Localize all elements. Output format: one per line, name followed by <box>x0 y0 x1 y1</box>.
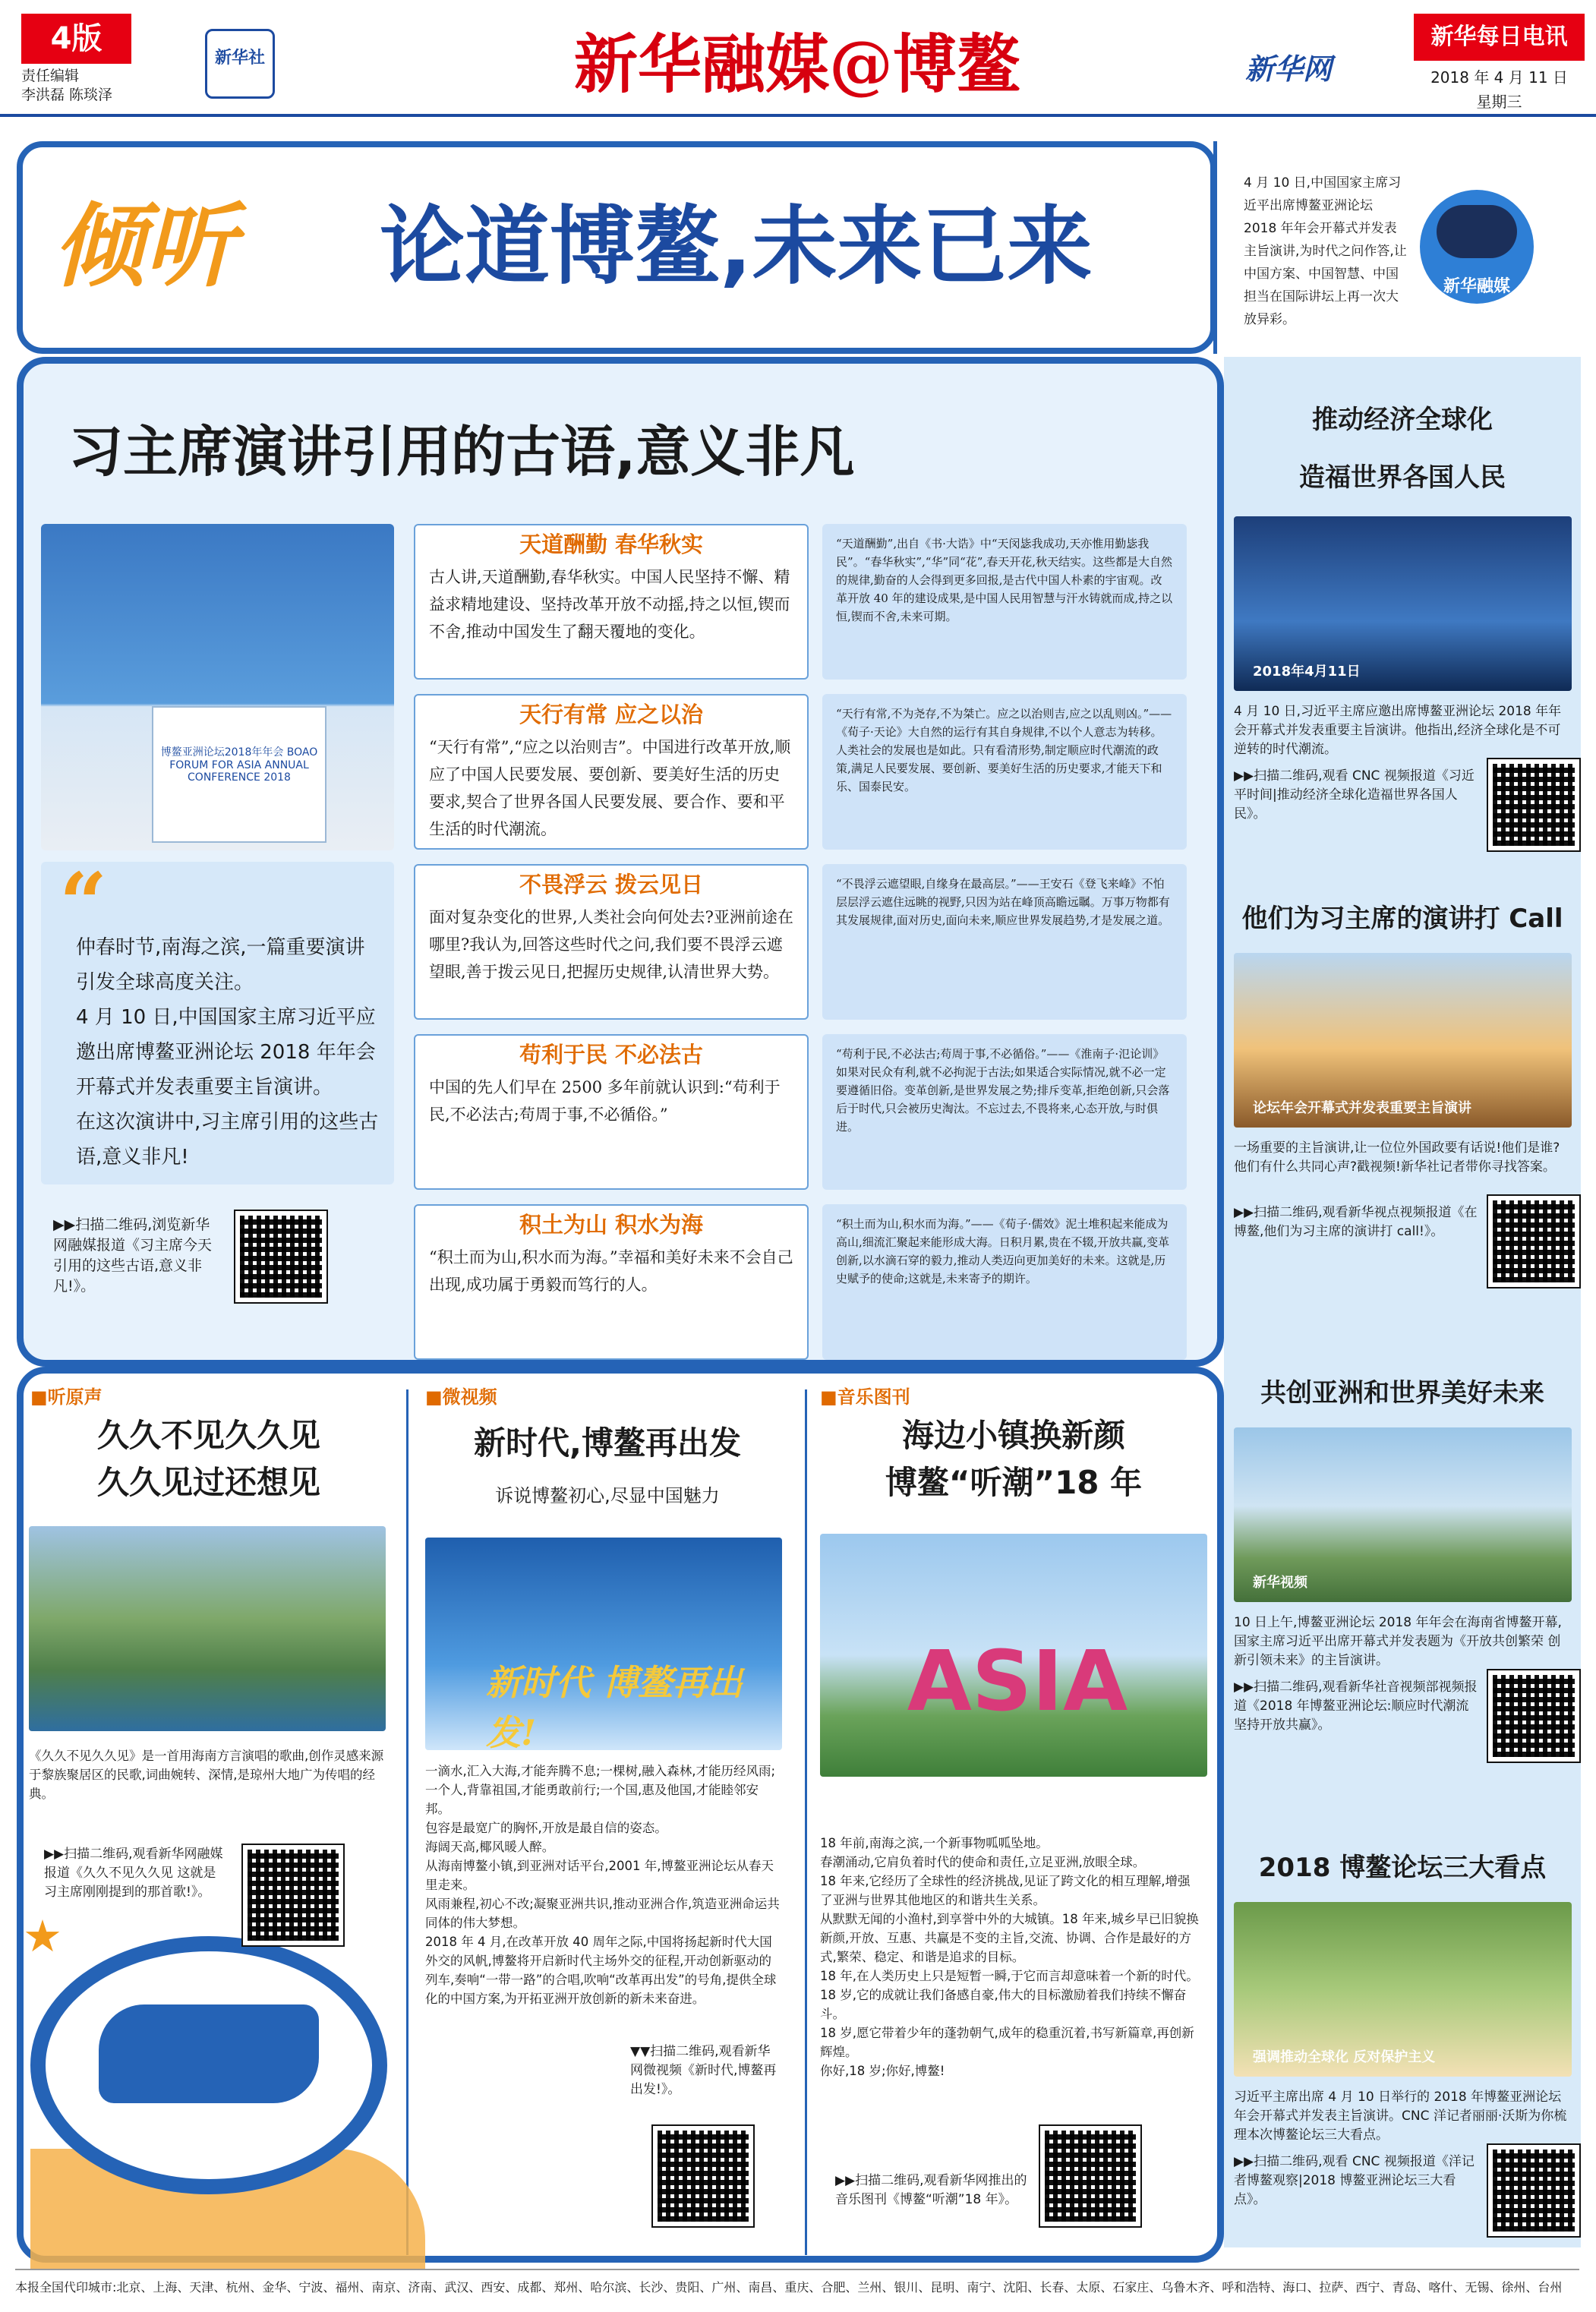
qr-code[interactable] <box>1488 1670 1579 1762</box>
podium-text: 博鳌亚洲论坛2018年年会 BOAO FORUM FOR ASIA ANNUAL CONFERENCE 2018 <box>160 746 318 784</box>
section-scan: ▼▼扫描二维码,观看新华网微视频《新时代,博鳌再出发!》。 <box>630 2044 777 2097</box>
editor-names: 李洪磊 陈琰泽 <box>21 87 113 103</box>
asia-sculpture: ASIA <box>907 1632 1128 1730</box>
rail-photo-caption: 新华视频 <box>1253 1575 1307 1591</box>
saying-title: 不畏浮云 拨云见日 <box>519 872 704 897</box>
page-title: 论道博鳌,未来已来 <box>380 197 1093 296</box>
star-icon: ★ <box>23 1910 62 1962</box>
issue-date <box>1414 65 1585 114</box>
section-scan: ▶▶扫描二维码,观看新华网融媒报道《久久不见久久见 这就是习主席刚刚提到的那首歌!》。 <box>44 1847 223 1900</box>
section-scan: ▶▶扫描二维码,观看新华网推出的音乐图刊《博鳌“听潮”18 年》。 <box>835 2173 1027 2207</box>
qr-code[interactable] <box>1488 759 1579 850</box>
saying-explanation: “积土而为山,积水而为海。”——《荀子·儒效》泥土堆积起来能成为高山,细流汇聚起来能形成大海。日积月累,贵在不辍,开放共赢,变革创新,以水滴石穿的毅力,推动人类迈向更加美好的未来。这就是,历史赋予的使命;这就是,未来寄予的期许。 <box>822 1204 1187 1360</box>
robot-face-icon <box>1437 205 1517 258</box>
publication-title: 新华融媒@博鳌 <box>573 27 1020 102</box>
calligraphy-title: 倾听 <box>53 193 235 300</box>
section-title: 新时代,博鳌再出发 <box>474 1424 741 1462</box>
section-subtitle: 诉说博鳌初心,尽显中国魅力 <box>495 1485 720 1506</box>
saying-explanation: “天道酬勤”,出自《书·大诰》中“天闵毖我成功,天亦惟用勤毖我民”。“春华秋实”,“华”同“花”,春天开花,秋天结实。这些都是大自然的规律,勤奋的人会得到更多回报,是古代中国人朴素的宇宙观。改革开放 40 年的建设成果,是中国人民用智慧与汗水铸就而成,持之以恒,锲而不舍,未来可期。 <box>822 524 1187 680</box>
editor-credit <box>21 67 135 105</box>
section-label: ■听原声 <box>30 1386 103 1408</box>
saying-body: 中国的先人们早在 2500 多年前就认识到:“苟利于民,不必法古;苟周于事,不必循俗。” <box>429 1078 781 1124</box>
section-text: 18 年前,南海之滨,一个新事物呱呱坠地。 春潮涌动,它肩负着时代的使命和责任,立足亚洲,放眼全球。 18 年来,它经历了全球性的经济挑战,见证了跨文化的相互理解,增强了亚洲与世界其他地区的和谐共生关系。 从默默无闻的小渔村,到享誉中外的大城镇。18 年来,城乡早已旧貌换新颜,开放、互惠、共赢是不变的主旨,交流、协调、合作是最好的方式,繁荣、稳定、和谐是追求的目标。 18 年,在人类历史上只是短暂一瞬,于它而言却意味着一个新的时代。 18 岁,它的成就让我们备感自豪,伟大的目标激励着我们持续不懈奋斗。 18 岁,愿它带着少年的蓬勃朝气,成年的稳重沉着,书写新篇章,再创新辉煌。 你好,18 岁;你好,博鳌! <box>820 1836 1199 2078</box>
rail-caption: 习近平主席出席 4 月 10 日举行的 2018 年博鳌亚洲论坛年会开幕式并发表主旨演讲。CNC 洋记者丽丽·沃斯为你梳理本次博鳌论坛三大看点。 <box>1234 2090 1567 2143</box>
section-title: 海边小镇换新颜 博鳌“听潮”18 年 <box>885 1417 1143 1501</box>
quote-text: 仲春时节,南海之滨,一篇重要演讲引发全球高度关注。 4 月 10 日,中国国家主席习近平应邀出席博鳌亚洲论坛 2018 年年会开幕式并发表重要主旨演讲。 在这次演讲中,习主席引用的这些古语,意义非凡! <box>76 936 379 1169</box>
saying-body: 古人讲,天道酬勤,春华秋实。中国人民坚持不懈、精益求精地建设、坚持改革开放不动摇,持之以恒,锲而不舍,推动中国发生了翻天覆地的变化。 <box>429 568 790 641</box>
saying-body: “积土而为山,积水而为海。”幸福和美好未来不会自己出现,成功属于勇毅而笃行的人。 <box>429 1248 793 1294</box>
intro-text: 4 月 10 日,中国国家主席习近平出席博鳌亚洲论坛 2018 年年会开幕式并发表主旨演讲,为时代之问作答,让中国方案、中国智慧、中国担当在国际讲坛上再一次大放异彩。 <box>1244 175 1407 327</box>
section-label: ■音乐图刊 <box>820 1386 910 1408</box>
rail-scan-note: ▶▶扫描二维码,观看新华视点视频报道《在博鳌,他们为习主席的演讲打 call!》。 <box>1234 1205 1478 1239</box>
column-divider <box>805 1389 807 2255</box>
feature-title: 习主席演讲引用的古语,意义非凡 <box>68 420 855 484</box>
weekday-text: 星期三 <box>1476 93 1522 111</box>
rail-scan-note: ▶▶扫描二维码,观看 CNC 视频报道《习近平时间|推动经济全球化造福世界各国人民》。 <box>1234 768 1475 822</box>
saying-title: 积土为山 积水为海 <box>519 1212 704 1238</box>
masthead-rule <box>0 114 1596 117</box>
saying-title: 天行有常 应之以治 <box>519 702 704 727</box>
qr-code[interactable] <box>243 1845 343 1945</box>
saying-explanation: “天行有常,不为尧存,不为桀亡。应之以治则吉,应之以乱则凶。”——《荀子·天论》大自然的运行有其自身规律,不以个人意志为转移。人类社会的发展也是如此。只有看清形势,制定顺应时代潮流的政策,满足人民要发展、要创新、要美好生活的历史要求,才能天下和乐、国泰民安。 <box>822 694 1187 850</box>
rail-scan-note: ▶▶扫描二维码,观看新华社音视频部视频报道《2018 年博鳌亚洲论坛:顺应时代潮流 坚持开放共赢》。 <box>1234 1680 1478 1733</box>
rail-title: 2018 博鳌论坛三大看点 <box>1258 1853 1547 1883</box>
qr-code[interactable] <box>1488 2145 1579 2236</box>
date-text: 2018 年 4 月 11 日 <box>1430 68 1568 87</box>
section-title: 久久不见久久见 久久见过还想见 <box>96 1417 320 1501</box>
quote-mark-icon: “ <box>59 854 108 952</box>
section-text: 一滴水,汇入大海,才能奔腾不息;一棵树,融入森林,才能历经风雨;一个人,背靠祖国,才能勇敢前行;一个国,惠及他国,才能睦邻安邦。 包容是最宽广的胸怀,开放是最自信的姿态。 海阔天高,椰风暖人醉。 从海南博鳌小镇,到亚洲对话平台,2001 年,博鳌亚洲论坛从春天里走来。 风雨兼程,初心不改;凝聚亚洲共识,推动亚洲合作,筑造亚洲命运共同体的伟大梦想。 2018 年 4 月,在改革开放 40 周年之际,中国将扬起新时代大国外交的风帆,博鳌将开启新时代主场外交的征程,开动创新驱动的列车,奏响“一带一路”的合唱,吹响“改革再出发”的号角,提供全球化的中国方案,为开拓亚洲开放创新的新未来奋进。 <box>425 1764 780 2006</box>
rail-title: 他们为习主席的演讲打 Call <box>1241 904 1563 934</box>
saying-body: 面对复杂变化的世界,人类社会向何处去?亚洲前途在哪里?我认为,回答这些时代之问,我们要不畏浮云遮望眼,善于拨云见日,把握历史规律,认清世界大势。 <box>429 908 793 981</box>
xinhua-logo: 新华社 <box>205 29 275 99</box>
qr-code[interactable] <box>1040 2126 1140 2226</box>
handshake-arms <box>99 2004 319 2103</box>
news-logo: 新华网 <box>1245 52 1333 86</box>
feature-scan-note: ▶▶扫描二维码,浏览新华网融媒报道《习主席今天引用的这些古语,意义非凡!》。 <box>53 1216 213 1295</box>
rail-title: 推动经济全球化 造福世界各国人民 <box>1299 405 1506 493</box>
photo-title: 新时代 博鳌再出发! <box>486 1662 743 1753</box>
rail-caption: 4 月 10 日,习近平主席应邀出席博鳌亚洲论坛 2018 年年会开幕式并发表重要主旨演讲。他指出,经济全球化是不可逆转的时代潮流。 <box>1234 704 1562 757</box>
editor-label: 责任编辑 <box>21 68 80 84</box>
saying-title: 天道酬勤 春华秋实 <box>519 531 704 557</box>
island-photo <box>29 1526 386 1731</box>
rail-title: 共创亚洲和世界美好未来 <box>1260 1378 1544 1408</box>
section-text: 《久久不见久久见》是一首用海南方言演唱的歌曲,创作灵感来源于黎族聚居区的民歌,词曲婉转、深情,是琼州大地广为传唱的经典。 <box>29 1749 384 1801</box>
qr-code[interactable] <box>653 2126 753 2226</box>
robot-label: 新华融媒 <box>1443 277 1510 296</box>
saying-explanation: “不畏浮云遮望眼,自缘身在最高层。”——王安石《登飞来峰》不怕层层浮云遮住远眺的视野,只因为站在峰顶高瞻远瞩。万事万物都有其发展规律,面对历史,面向未来,顺应世界发展趋势,才是发展之道。 <box>822 864 1187 1020</box>
rail-photo-caption: 论坛年会开幕式并发表重要主旨演讲 <box>1253 1100 1471 1116</box>
qr-code[interactable] <box>1488 1196 1579 1287</box>
qr-code[interactable] <box>235 1211 326 1302</box>
rail-caption: 一场重要的主旨演讲,让一位位外国政要有话说!他们是谁?他们有什么共同心声?戳视频!新华社记者带你寻找答案。 <box>1234 1140 1560 1175</box>
print-cities-footer: 本报全国代印城市:北京、上海、天津、杭州、金华、宁波、福州、南京、济南、武汉、西安、成都、郑州、哈尔滨、长沙、贵阳、广州、南昌、重庆、合肥、兰州、银川、昆明、南宁、沈阳、长春、太原、石家庄、乌鲁木齐、呼和浩特、海口、拉萨、西宁、青岛、喀什、无锡、徐州、台州 <box>15 2269 1579 2299</box>
saying-title: 苟利于民 不必法古 <box>519 1042 704 1068</box>
column-divider <box>406 1389 408 2255</box>
rail-photo-caption: 强调推动全球化 反对保护主义 <box>1253 2049 1436 2065</box>
rail-scan-note: ▶▶扫描二维码,观看 CNC 视频报道《洋记者博鳌观察|2018 博鳌亚洲论坛三大看点》。 <box>1234 2154 1475 2207</box>
rail-caption: 10 日上午,博鳌亚洲论坛 2018 年年会在海南省博鳌开幕,国家主席习近平出席开幕式并发表题为《开放共创繁荣 创新引领未来》的主旨演讲。 <box>1234 1615 1562 1668</box>
rail-photo-caption: 2018年4月11日 <box>1253 664 1361 680</box>
page-number: 4版 <box>21 14 131 64</box>
saying-explanation: “苟利于民,不必法古;苟周于事,不必循俗。”——《淮南子·氾论训》如果对民众有利,就不必拘泥于古法;如果适合实际情况,就不必一定要遵循旧俗。变革创新,是世界发展之势;排斥变革,拒绝创新,只会落后于时代,只会被历史淘汰。不忘过去,不畏将来,心态开放,与时俱进。 <box>822 1034 1187 1190</box>
saying-body: “天行有常”,“应之以治则吉”。中国进行改革开放,顺应了中国人民要发展、要创新、要美好生活的历史要求,契合了世界各国人民要发展、要合作、要和平生活的时代潮流。 <box>429 738 791 838</box>
daily-name: 新华每日电讯 <box>1414 14 1585 61</box>
section-label: ■微视频 <box>425 1386 497 1408</box>
